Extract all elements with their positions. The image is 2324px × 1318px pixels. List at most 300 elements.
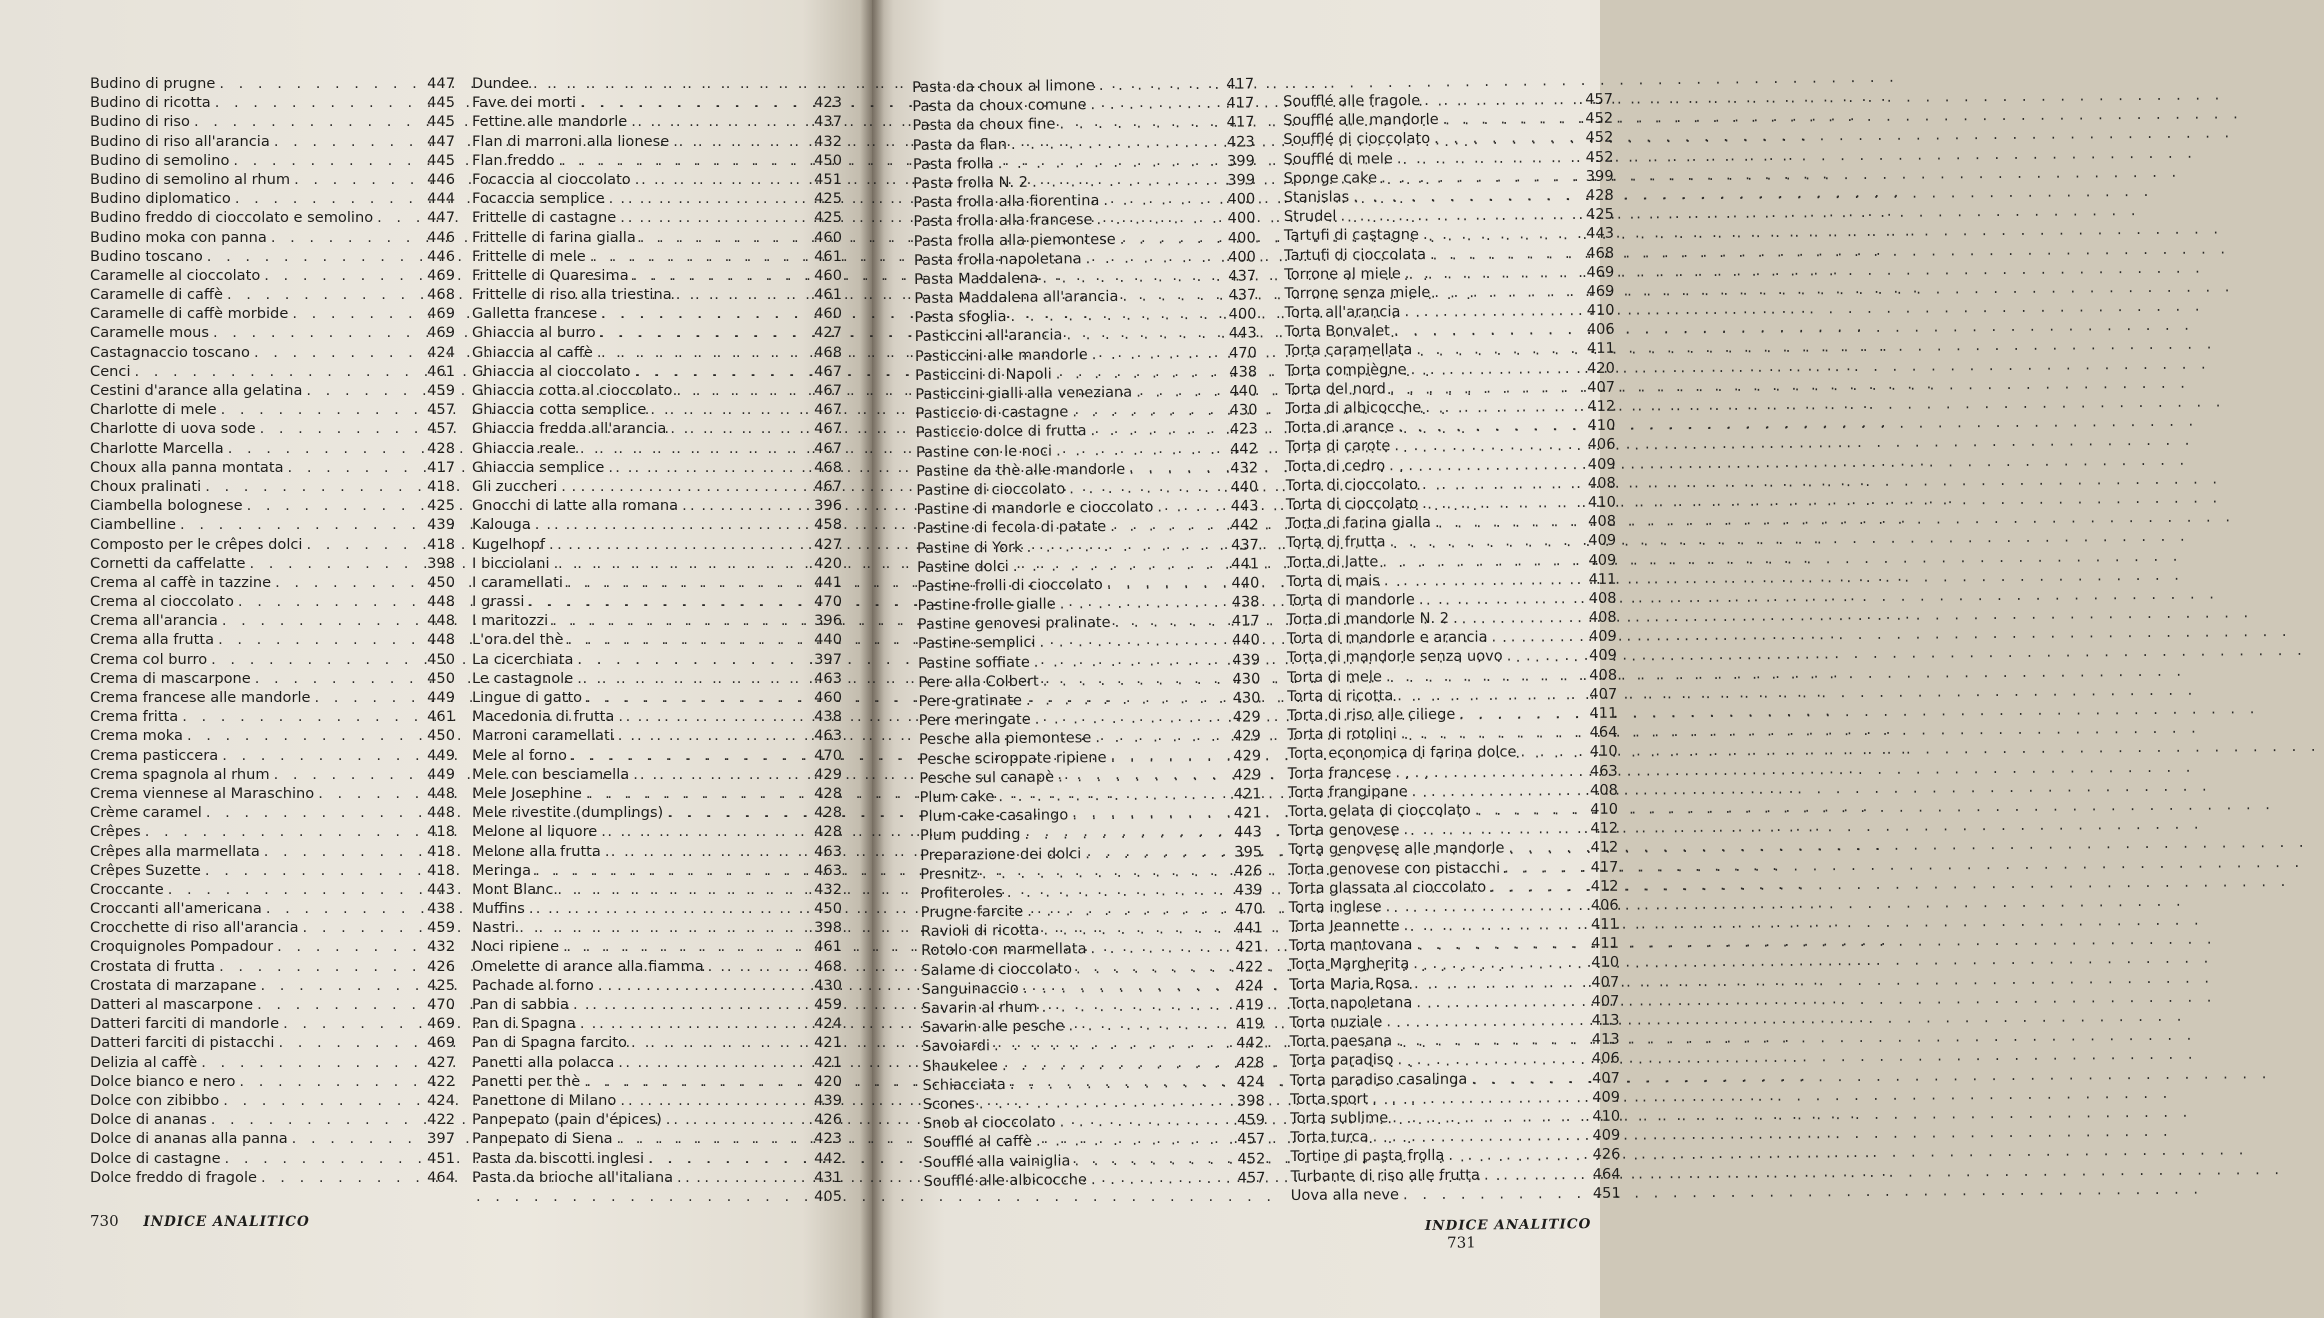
index-entry-page: 413 (1591, 1030, 1620, 1049)
index-entry (472, 381, 842, 400)
index-entry-title: Prugne farcite (920, 902, 1024, 922)
index-entry-title: Omelette di arance alla fiamma (472, 957, 704, 975)
index-entry-title: Dolce bianco e nero (90, 1072, 236, 1090)
index-entry-title: Lingue di gatto (472, 689, 583, 706)
index-entry-page: 439 (1232, 651, 1261, 669)
index-entry-page: 427 (814, 324, 842, 342)
index-entry-title: Torta di ricotta (1287, 687, 1394, 705)
index-entry-page: 441 (814, 573, 842, 591)
index-entry (472, 266, 842, 285)
index-entry (472, 918, 842, 937)
dot-leader (1026, 689, 1223, 710)
dot-leader (1390, 378, 1577, 399)
index-entry-title: Pasta Maddalena (914, 269, 1039, 288)
index-entry-title: Torta caramellata (1284, 341, 1413, 360)
index-entry (472, 1091, 842, 1110)
index-entry-page: 457 (427, 420, 455, 438)
dot-leader (554, 554, 804, 573)
index-entry-page: 411 (1589, 704, 1618, 722)
index-entry-title: Budino moka con panna (90, 228, 267, 246)
index-entry-page: 469 (427, 305, 455, 323)
index-entry-title: Pastine di fecola di patate (916, 518, 1107, 538)
dot-leader (673, 132, 804, 151)
index-entry-page: 459 (427, 382, 455, 399)
index-entry-page: 399 (1585, 167, 1614, 185)
index-entry (472, 1149, 842, 1168)
index-entry (1287, 665, 1617, 686)
index-entry-page: 432 (814, 880, 842, 898)
dot-leader (557, 880, 804, 899)
index-entry-page: 406 (1591, 1050, 1620, 1068)
index-entry-page: 437 (814, 113, 842, 131)
dot-leader (1002, 1053, 1227, 1075)
index-entry-page: 406 (1587, 436, 1616, 454)
index-entry-title: Torta napoletana (1289, 993, 1413, 1012)
index-entry-title: Sponge cake (1283, 169, 1378, 187)
index-entry (472, 707, 842, 726)
index-entry-title: Crema moka (90, 727, 183, 745)
dot-leader (1416, 992, 1581, 1012)
dot-leader (1115, 612, 1222, 632)
dot-leader (1107, 574, 1222, 594)
dot-leader (598, 976, 804, 995)
index-entry-title: Scones (922, 1095, 975, 1113)
dot-leader (1405, 263, 1577, 283)
index-entry-page: 409 (1588, 531, 1617, 550)
index-entry-page: 460 (814, 689, 842, 706)
dot-leader (1042, 267, 1218, 288)
dot-leader (620, 208, 804, 227)
index-entry-title: Melone al liquore (472, 823, 598, 841)
index-entry-page: 450 (427, 727, 455, 745)
index-entry (1285, 339, 1615, 360)
index-entry-page: 464 (1589, 723, 1618, 742)
index-entry (90, 554, 455, 573)
index-entry-title: Dolce freddo di fragole (90, 1168, 258, 1186)
index-entry (472, 554, 842, 573)
index-entry-page: 443 (1586, 225, 1615, 243)
index-entry-title: Dolce con zibibbo (90, 1091, 220, 1109)
index-entry (90, 477, 455, 496)
index-entry-page: 408 (1588, 512, 1617, 531)
index-entry (472, 957, 842, 976)
index-entry-page: 463 (814, 861, 842, 879)
index-entry (1289, 991, 1619, 1012)
index-entry-page: 424 (427, 343, 455, 361)
index-entry-title: Ciambella bolognese (90, 497, 243, 515)
dot-leader (1157, 497, 1220, 517)
index-entry-page: 427 (814, 535, 842, 553)
index-entry (90, 266, 455, 285)
index-entry-page: 470 (814, 746, 842, 764)
index-entry-title: Gli zuccheri (472, 477, 558, 495)
dot-leader (1475, 800, 1580, 820)
index-entry (472, 784, 842, 803)
index-entry-page: 421 (1233, 804, 1262, 822)
index-entry-page: 430 (814, 976, 842, 994)
index-entry-page: 469 (427, 324, 455, 342)
index-entry (472, 976, 842, 995)
index-entry-page: 413 (1591, 1011, 1620, 1029)
index-entry (90, 976, 455, 995)
index-entry-title: Mele rivestite (dumplings) (472, 804, 664, 822)
index-entry-page: 422 (1235, 957, 1264, 976)
dot-leader (1076, 957, 1226, 978)
index-entry (472, 1053, 842, 1072)
index-entry-page: 422 (427, 1072, 455, 1090)
dot-leader (1389, 531, 1578, 552)
dot-leader (1010, 1073, 1227, 1094)
dot-leader (1090, 420, 1219, 441)
index-entry (1286, 512, 1616, 533)
index-entry-title: Torta di mele (1287, 667, 1383, 686)
index-entry-title: I maritozzi (472, 612, 549, 630)
dot-leader (228, 439, 417, 458)
dot-leader (271, 228, 417, 247)
index-entry-page: 396 (814, 612, 842, 630)
index-entry-page: 428 (427, 439, 455, 457)
index-entry-page: 439 (1234, 881, 1263, 899)
index-entry-page: 439 (427, 516, 455, 534)
dot-leader (1386, 666, 1579, 687)
dot-leader (998, 785, 1223, 807)
index-entry (1285, 320, 1615, 341)
index-entry-title: Torta di latte (1286, 552, 1379, 571)
index-entry (1288, 876, 1618, 897)
dot-leader (1385, 896, 1580, 917)
index-entry-page: 459 (1236, 1111, 1266, 1129)
index-entry-title: Crostata di marzapane (90, 976, 257, 994)
index-entry-title: Meringa (472, 861, 532, 879)
index-entry-page: 412 (1590, 819, 1619, 837)
dot-leader (1373, 1126, 1583, 1147)
index-entry-page: 428 (814, 823, 842, 841)
index-entry (1284, 205, 1614, 226)
dot-leader (609, 189, 804, 208)
index-entry (90, 400, 455, 419)
index-entry (1290, 1087, 1620, 1108)
index-entry-title: Pastine di York (916, 538, 1023, 557)
index-entry-title: Torta di frutta (1286, 533, 1386, 552)
index-entry-title: Pasta da brioche all'italiana (472, 1168, 674, 1186)
dot-leader (708, 957, 804, 976)
dot-leader (283, 1014, 417, 1033)
index-entry-page: 441 (1234, 919, 1264, 937)
index-entry-page: 425 (814, 190, 842, 208)
dot-leader (1007, 881, 1225, 902)
index-entry-page: 443 (1228, 324, 1257, 343)
index-entry (1287, 684, 1617, 705)
index-entry (90, 112, 455, 131)
index-entry-title: Torta turca (1290, 1128, 1369, 1147)
index-entry-title: Noci ripiene (472, 938, 560, 956)
index-entry (472, 1014, 842, 1033)
index-entry-page: 469 (1586, 282, 1615, 300)
index-entry-page: 442 (814, 1149, 842, 1167)
index-entry-title: Torta di riso alle ciliege (1287, 705, 1456, 724)
index-entry (472, 880, 842, 899)
index-entry-page: 445 (427, 151, 455, 169)
index-entry (1287, 646, 1617, 667)
dot-leader (1110, 516, 1221, 536)
index-entry-page: 398 (427, 554, 455, 572)
index-entry-title: L'ora del thè (472, 631, 564, 649)
dot-leader (207, 247, 417, 266)
index-entry (90, 189, 455, 208)
index-entry (90, 1072, 455, 1091)
index-entry-title: Cenci (90, 362, 131, 380)
index-entry-page: 440 (1231, 631, 1260, 650)
dot-leader (640, 228, 804, 247)
dot-leader (577, 650, 804, 669)
index-entry-title: Crème caramel (90, 804, 202, 822)
index-entry-page: 470 (814, 593, 842, 611)
index-entry-page: 457 (427, 401, 455, 419)
index-entry-title: Pesche alla piemontese (918, 729, 1092, 749)
index-entry-title: Castagnaccio toscano (90, 343, 250, 361)
index-entry-title: Budino diplomatico (90, 190, 231, 208)
dot-leader (1413, 953, 1581, 973)
index-entry-page: 440 (1229, 382, 1258, 400)
dot-leader (1034, 650, 1223, 671)
dot-leader (1401, 723, 1580, 743)
dot-leader (648, 1149, 804, 1168)
index-entry-page: 461 (814, 286, 842, 304)
index-entry-title: Tortine di pasta frolla (1290, 1147, 1445, 1166)
index-entry-page: 448 (427, 593, 455, 611)
index-entry-page: 426 (427, 957, 455, 975)
index-entry-title: Kalouga (472, 516, 531, 534)
index-entry-title: Frittelle di mele (472, 247, 586, 265)
index-entry-page: 409 (1589, 647, 1618, 665)
dot-leader (135, 362, 418, 381)
index-entry-page: 452 (1585, 109, 1614, 128)
index-entry-page: 409 (1588, 551, 1617, 569)
index-entry-title: Panpepato (pain d'épices) (472, 1111, 662, 1129)
right-page-number: 731 (1447, 1233, 1476, 1252)
index-entry-title: Uova alla neve (1290, 1185, 1400, 1204)
index-entry (90, 1014, 455, 1033)
dot-leader (225, 1149, 417, 1168)
dot-leader (1122, 286, 1218, 306)
index-entry (1286, 589, 1616, 610)
index-entry-title: Ghiaccia al burro (472, 324, 596, 342)
index-entry (1286, 569, 1616, 590)
dot-leader (1403, 819, 1580, 839)
index-entry (472, 592, 842, 611)
dot-leader (601, 304, 804, 323)
dot-leader (1090, 94, 1216, 115)
index-entry-page: 444 (427, 190, 455, 208)
index-entry-title: Tartufi di cioccolata (1284, 245, 1427, 264)
dot-leader (201, 1053, 417, 1072)
index-entry (1290, 1107, 1620, 1128)
index-column-1 (90, 74, 455, 1187)
index-entry-page: 408 (1589, 781, 1618, 799)
index-entry-title: Focaccia semplice (472, 190, 605, 208)
dot-leader (1099, 75, 1217, 95)
index-entry (472, 1187, 842, 1206)
dot-leader (264, 842, 417, 861)
index-entry (1289, 1011, 1619, 1032)
dot-leader (580, 439, 804, 458)
index-entry-title: Pastine semplici (917, 634, 1036, 653)
index-entry-title: Soufflé alla vainiglia (923, 1151, 1071, 1171)
dot-leader (1013, 554, 1222, 575)
index-entry-title: Torta del nord (1285, 380, 1386, 398)
index-entry (90, 170, 455, 189)
index-entry (1289, 915, 1619, 936)
index-entry (472, 400, 842, 419)
index-entry-page: 442 (1229, 439, 1258, 458)
index-entry-title: Pasticcini di Napoli (915, 365, 1052, 384)
dot-leader (1039, 631, 1222, 652)
dot-leader (260, 419, 417, 438)
dot-leader (1403, 1184, 1583, 1204)
index-entry-title: Pasta da flan (912, 135, 1008, 154)
dot-leader (1092, 343, 1219, 364)
index-entry-page: 399 (1226, 152, 1255, 170)
index-entry-title: Pasta frolla alla francese (913, 211, 1093, 231)
index-entry (90, 861, 455, 880)
index-entry-page: 430 (1232, 670, 1261, 688)
index-entry-page: 438 (427, 900, 455, 918)
index-entry-page: 405 (814, 1187, 842, 1205)
dot-leader (219, 957, 417, 976)
dot-leader (194, 112, 417, 131)
index-entry (472, 285, 842, 304)
index-entry-title: Pastine dolci (917, 557, 1009, 576)
index-entry (472, 343, 842, 362)
dot-leader (1459, 704, 1579, 724)
index-entry-title: Budino di semolino (90, 151, 230, 169)
dot-leader (1110, 746, 1223, 766)
index-entry-page: 463 (814, 842, 842, 860)
index-entry (1285, 378, 1615, 399)
index-entry (472, 1072, 842, 1091)
dot-leader (215, 93, 417, 112)
dot-leader (1032, 171, 1217, 192)
dot-leader (213, 323, 417, 342)
index-entry-title: Torta mantovana (1288, 936, 1413, 955)
dot-leader (631, 112, 804, 131)
index-entry (90, 957, 455, 976)
index-entry (90, 842, 455, 861)
index-entry-title: Torta sport (1289, 1090, 1369, 1108)
index-entry-title: Budino toscano (90, 247, 203, 265)
dot-leader (222, 611, 417, 630)
dot-leader (519, 918, 804, 937)
index-entry-title: Pasta da choux al limone (912, 77, 1095, 96)
index-entry-page: 428 (814, 804, 842, 822)
dot-leader (586, 784, 804, 803)
dot-leader (618, 707, 804, 726)
index-entry-page: 467 (814, 401, 842, 419)
index-entry-title: Panetti per thè (472, 1072, 581, 1090)
index-entry-title: Crema alla frutta (90, 631, 215, 649)
index-entry-page: 470 (1228, 344, 1257, 362)
index-entry-title: Pastine soffiate (918, 653, 1030, 672)
index-entry-page: 406 (1586, 320, 1615, 339)
dot-leader (568, 630, 804, 649)
index-entry-page: 440 (1231, 574, 1260, 592)
index-entry-page: 460 (814, 305, 842, 323)
dot-leader (1384, 570, 1579, 591)
index-entry-page: 412 (1587, 397, 1616, 415)
index-entry (472, 439, 842, 458)
index-entry-title: Torta di mais (1286, 572, 1380, 590)
index-entry-title: Preparazione dei dolci (920, 844, 1082, 864)
index-entry (472, 362, 842, 381)
index-entry (90, 707, 455, 726)
index-entry-page: 409 (1592, 1126, 1621, 1144)
index-entry-page: 429 (1233, 766, 1262, 784)
dot-leader (552, 611, 804, 630)
index-entry (90, 592, 455, 611)
dot-leader (650, 400, 804, 419)
index-entry (472, 995, 842, 1014)
index-entry-page: 418 (427, 477, 455, 495)
index-entry-page: 409 (1592, 1088, 1621, 1106)
index-entry (1283, 109, 1613, 130)
index-entry-title: Torta francese (1287, 763, 1392, 782)
index-entry-title: I caramellati (472, 573, 563, 591)
index-entry-page: 408 (1588, 589, 1617, 607)
index-entry-title: Torta Margherita (1289, 955, 1410, 974)
index-entry (472, 803, 842, 822)
dot-leader (1060, 593, 1222, 614)
index-entry (1284, 166, 1614, 187)
index-entry-page: 451 (1592, 1184, 1621, 1202)
index-entry (90, 323, 455, 342)
index-entry (1284, 186, 1614, 207)
index-entry (472, 515, 842, 534)
index-entry (1290, 1126, 1620, 1147)
index-entry-page: 417 (1226, 94, 1255, 112)
index-entry (1284, 282, 1614, 303)
index-entry-page: 423 (1229, 420, 1258, 439)
index-entry-page: 422 (427, 1111, 455, 1129)
dot-leader (292, 1129, 417, 1148)
index-entry (90, 515, 455, 534)
index-entry (90, 458, 455, 477)
index-entry-title: Cornetti da caffelatte (90, 554, 246, 572)
index-entry-page: 430 (1232, 689, 1261, 707)
index-entry-page: 420 (1587, 359, 1615, 377)
index-entry-page: 400 (1228, 305, 1257, 323)
dot-leader (605, 842, 804, 861)
index-entry-page: 428 (1585, 186, 1614, 204)
index-entry-page: 429 (1232, 708, 1261, 726)
index-entry-title: Presnitz (920, 865, 978, 883)
index-entry-title: Choux pralinati (90, 477, 202, 495)
dot-leader (631, 1033, 804, 1052)
dot-leader (600, 323, 804, 342)
dot-leader (1095, 727, 1223, 748)
dot-leader (1471, 1069, 1582, 1089)
index-entry-title: Pasta da biscotti inglesi (472, 1149, 645, 1167)
dot-leader (1422, 493, 1578, 513)
index-entry (90, 573, 455, 592)
index-entry-page: 438 (1231, 593, 1260, 611)
dot-leader (635, 170, 804, 189)
index-entry-title: Torta di carote (1285, 437, 1391, 456)
index-entry-page: 461 (427, 708, 455, 726)
index-entry-page: 421 (1233, 785, 1262, 803)
index-entry-title: Crostata di frutta (90, 957, 216, 975)
index-entry (472, 650, 842, 669)
index-entry-page: 448 (427, 631, 455, 649)
